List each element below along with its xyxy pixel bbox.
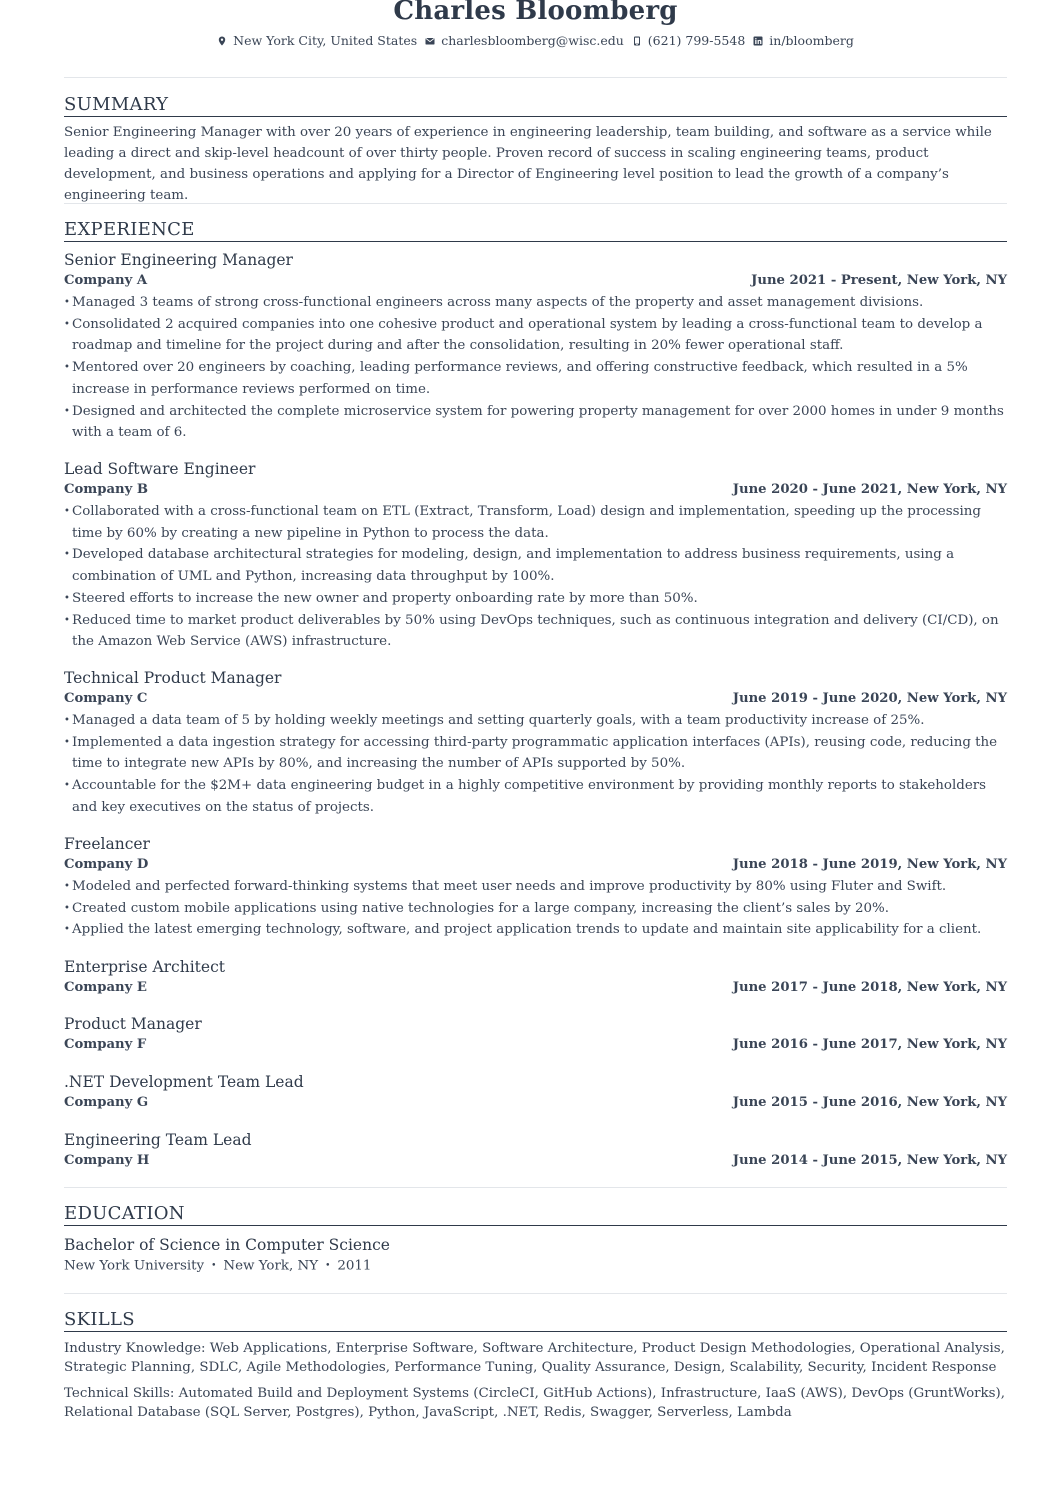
graduation-year: 2011 (337, 1258, 372, 1274)
job-title: Enterprise Architect (64, 958, 225, 976)
email-link[interactable]: charlesbloomberg@wisc.edu (441, 33, 624, 48)
location-pin-icon (217, 36, 227, 46)
job-bullet: • Consolidated 2 acquired companies into one cohesive product and operational system by leading a cross-functional team to develop a roadmap and timeline for the project during and after the consolidation, resulting in 20% fewer operational staff. (64, 314, 1007, 357)
degree-title: Bachelor of Science in Computer Science (64, 1236, 390, 1254)
candidate-name: Charles Bloomberg (393, 0, 678, 26)
job-dates: June 2015 - June 2016, New York, NY (732, 1095, 1007, 1110)
linkedin-link[interactable]: in/bloomberg (769, 33, 854, 48)
technical-skills: Technical Skills: Automated Build and Deployment Systems (CircleCI, GitHub Actions), Infrastructure, IaaS (AWS), DevOps (GruntWorks), Relational Database (SQL Server, Postgres), Python, JavaScript, .NET, Redis, Swagger, Serverless, Lambda (64, 1386, 1006, 1420)
contact-linkedin[interactable] (753, 32, 854, 50)
job-title: .NET Development Team Lead (64, 1073, 304, 1091)
job-title: Product Manager (64, 1015, 202, 1033)
job-company: Company D (64, 857, 149, 872)
job-entry (64, 459, 1007, 653)
mail-icon (425, 36, 435, 46)
job-entry (64, 957, 1007, 998)
job-bullet: • Created custom mobile applications using native technologies for a large company, increasing the client’s sales by 20%. (64, 898, 1007, 920)
linkedin-icon (753, 36, 763, 46)
header-divider (64, 77, 1007, 78)
education-divider (64, 1293, 1007, 1294)
job-bullets (64, 710, 1007, 819)
contact-location (217, 32, 417, 50)
job-company: Company H (64, 1153, 150, 1168)
contact-phone[interactable] (632, 32, 745, 50)
job-bullet: • Managed a data team of 5 by holding weekly meetings and setting quarterly goals, with a team productivity increase of 25%. (64, 710, 1007, 732)
job-bullet: • Mentored over 20 engineers by coaching, leading performance reviews, and offering constructive feedback, which resulted in a 5% increase in performance reviews performed on time. (64, 357, 1007, 400)
job-title: Freelancer (64, 835, 150, 853)
experience-divider (64, 1187, 1007, 1188)
job-company: Company G (64, 1095, 149, 1110)
job-company: Company F (64, 1037, 147, 1052)
experience-heading: EXPERIENCE (64, 219, 1007, 242)
job-dates: June 2020 - June 2021, New York, NY (732, 482, 1007, 497)
job-company: Company A (64, 273, 148, 288)
job-dates: June 2014 - June 2015, New York, NY (732, 1153, 1007, 1168)
job-bullet: • Accountable for the $2M+ data engineering budget in a highly competitive environment by providing monthly reports to stakeholders and key executives on the status of projects. (64, 775, 1007, 818)
education-heading: EDUCATION (64, 1203, 1007, 1226)
phone-icon (632, 36, 642, 46)
job-dates: June 2018 - June 2019, New York, NY (732, 857, 1007, 872)
meta-separator: • (325, 1261, 331, 1271)
job-title: Senior Engineering Manager (64, 251, 293, 269)
phone-text[interactable]: (621) 799-5548 (647, 33, 746, 48)
job-bullets (64, 876, 1007, 941)
skills-heading: SKILLS (64, 1309, 1007, 1332)
job-company: Company E (64, 980, 147, 995)
job-bullet: • Steered efforts to increase the new owner and property onboarding rate by more than 50%. (64, 588, 1007, 610)
job-entry (64, 668, 1007, 819)
job-dates: June 2017 - June 2018, New York, NY (732, 980, 1007, 995)
job-bullets (64, 292, 1007, 444)
job-bullet: • Developed database architectural strategies for modeling, design, and implementation to address business requirements, using a combination of UML and Python, increasing data throughput by 100%. (64, 544, 1007, 587)
job-bullet: • Reduced time to market product deliverables by 50% using DevOps techniques, such as continuous integration and delivery (CI/CD), on the Amazon Web Service (AWS) infrastructure. (64, 610, 1007, 653)
job-company: Company C (64, 691, 148, 706)
job-dates: June 2016 - June 2017, New York, NY (732, 1037, 1007, 1052)
job-entry (64, 1014, 1007, 1055)
school-name: New York University (64, 1258, 205, 1274)
industry-knowledge: Industry Knowledge: Web Applications, Enterprise Software, Software Architecture, Product Design Methodologies, Operational Analysis, Strategic Planning, SDLC, Agile Methodologies, Performance Tuning, Quality Assurance, Design, Scalability, Security, Incident Response (64, 1341, 1005, 1375)
job-title: Lead Software Engineer (64, 460, 256, 478)
summary-divider (64, 203, 1007, 204)
summary-heading: SUMMARY (64, 94, 1007, 117)
job-bullet: • Collaborated with a cross-functional team on ETL (Extract, Transform, Load) design and implementation, speeding up the processing time by 60% by creating a new pipeline in Python to process the data. (64, 501, 1007, 544)
job-bullet: • Designed and architected the complete microservice system for powering property management for over 2000 homes in under 9 months with a team of 6. (64, 401, 1007, 444)
job-bullet: • Modeled and perfected forward-thinking systems that meet user needs and improve productivity by 80% using Fluter and Swift. (64, 876, 1007, 898)
job-entry (64, 250, 1007, 444)
meta-separator: • (211, 1261, 217, 1271)
job-entry (64, 834, 1007, 941)
job-title: Technical Product Manager (64, 669, 282, 687)
location-text: New York City, United States (233, 33, 418, 48)
job-entry (64, 1072, 1007, 1113)
job-company: Company B (64, 482, 148, 497)
summary-text: Senior Engineering Manager with over 20 years of experience in engineering leadership, team building, and software as a service while leading a direct and skip-level headcount of over thirty people. Proven record of success in scaling engineering teams, product development, and business operations and applying for a Director of Engineering level position to lead the growth of a company’s engineering team. (64, 125, 992, 203)
contact-bar (64, 32, 1007, 50)
job-bullet: • Implemented a data ingestion strategy for accessing third-party programmatic application interfaces (APIs), reusing code, reducing the time to integrate new APIs by 80%, and increasing the number of APIs supported by 50%. (64, 732, 1007, 775)
skills-block (64, 1339, 1007, 1429)
contact-email[interactable] (425, 32, 624, 50)
school-location: New York, NY (223, 1258, 319, 1274)
job-bullet: • Managed 3 teams of strong cross-functional engineers across many aspects of the property and asset management divisions. (64, 292, 1007, 314)
job-title: Engineering Team Lead (64, 1131, 252, 1149)
job-entry (64, 1130, 1007, 1171)
job-dates: June 2019 - June 2020, New York, NY (732, 691, 1007, 706)
job-bullets (64, 501, 1007, 653)
education-entry (64, 1235, 1007, 1277)
education-meta (64, 1256, 1007, 1277)
job-bullet: • Applied the latest emerging technology, software, and project application trends to update and maintain site applicability for a client. (64, 919, 1007, 941)
job-dates: June 2021 - Present, New York, NY (751, 273, 1007, 288)
